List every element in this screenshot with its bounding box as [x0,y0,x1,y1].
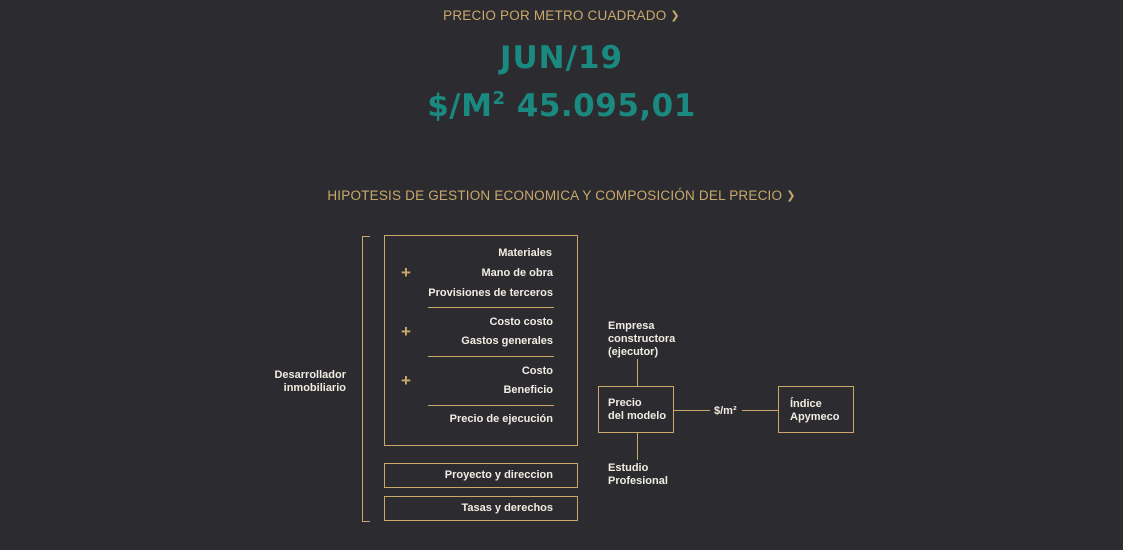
model-price-line1: Precio [608,397,642,409]
price-value-display [0,88,1123,124]
connector-line [742,410,778,411]
price-unit-prefix: $/M [427,88,493,124]
divider [428,307,554,308]
connector-line [637,359,638,386]
plus-icon: + [401,371,411,390]
apymeco-index-line1: Índice [790,398,822,410]
contractor-label-line3: (ejecutor) [608,346,659,358]
item-cost-cost: Costo costo [489,316,553,328]
item-execution-price: Precio de ejecución [449,413,553,425]
project-direction-label: Proyecto y direccion [444,469,553,481]
connector-line [637,433,638,460]
developer-bracket [362,236,370,522]
contractor-label [608,320,675,359]
hypothesis-dropdown[interactable] [0,188,1123,203]
developer-label-line1: Desarrollador [274,369,346,381]
chevron-down-icon: ❯ [670,10,680,22]
item-third-party: Provisiones de terceros [428,287,553,299]
price-per-m2-dropdown[interactable] [0,8,1123,23]
chevron-down-icon: ❯ [786,190,796,202]
developer-label [262,369,346,395]
unit-label: $/m² [714,405,737,417]
price-unit-superscript: 2 [492,88,506,109]
item-profit: Beneficio [503,384,553,396]
divider [428,405,554,406]
model-price-line2: del modelo [608,410,667,422]
studio-label-line2: Profesional [608,475,668,487]
model-price-label [608,397,666,423]
price-value: 45.095,01 [516,88,696,124]
price-date: JUN/19 [499,40,624,76]
item-overheads: Gastos generales [461,335,553,347]
developer-label-line2: inmobiliario [283,382,346,394]
contractor-label-line1: Empresa [608,320,655,332]
item-labor: Mano de obra [481,267,553,279]
studio-label [608,462,668,488]
apymeco-index-label [790,398,840,424]
apymeco-index-line2: Apymeco [790,411,840,423]
hypothesis-dropdown-label: HIPOTESIS DE GESTION ECONOMICA Y COMPOSICIÓN DEL PRECIO [327,188,783,203]
studio-label-line1: Estudio [608,462,649,474]
item-materials: Materiales [498,247,552,259]
plus-icon: + [401,263,411,282]
divider [428,356,554,357]
plus-icon: + [401,322,411,341]
fees-label: Tasas y derechos [461,502,553,514]
price-per-m2-dropdown-label: PRECIO POR METRO CUADRADO [443,8,667,23]
contractor-label-line2: constructora [608,333,676,345]
item-cost: Costo [521,365,553,377]
connector-line [674,410,710,411]
